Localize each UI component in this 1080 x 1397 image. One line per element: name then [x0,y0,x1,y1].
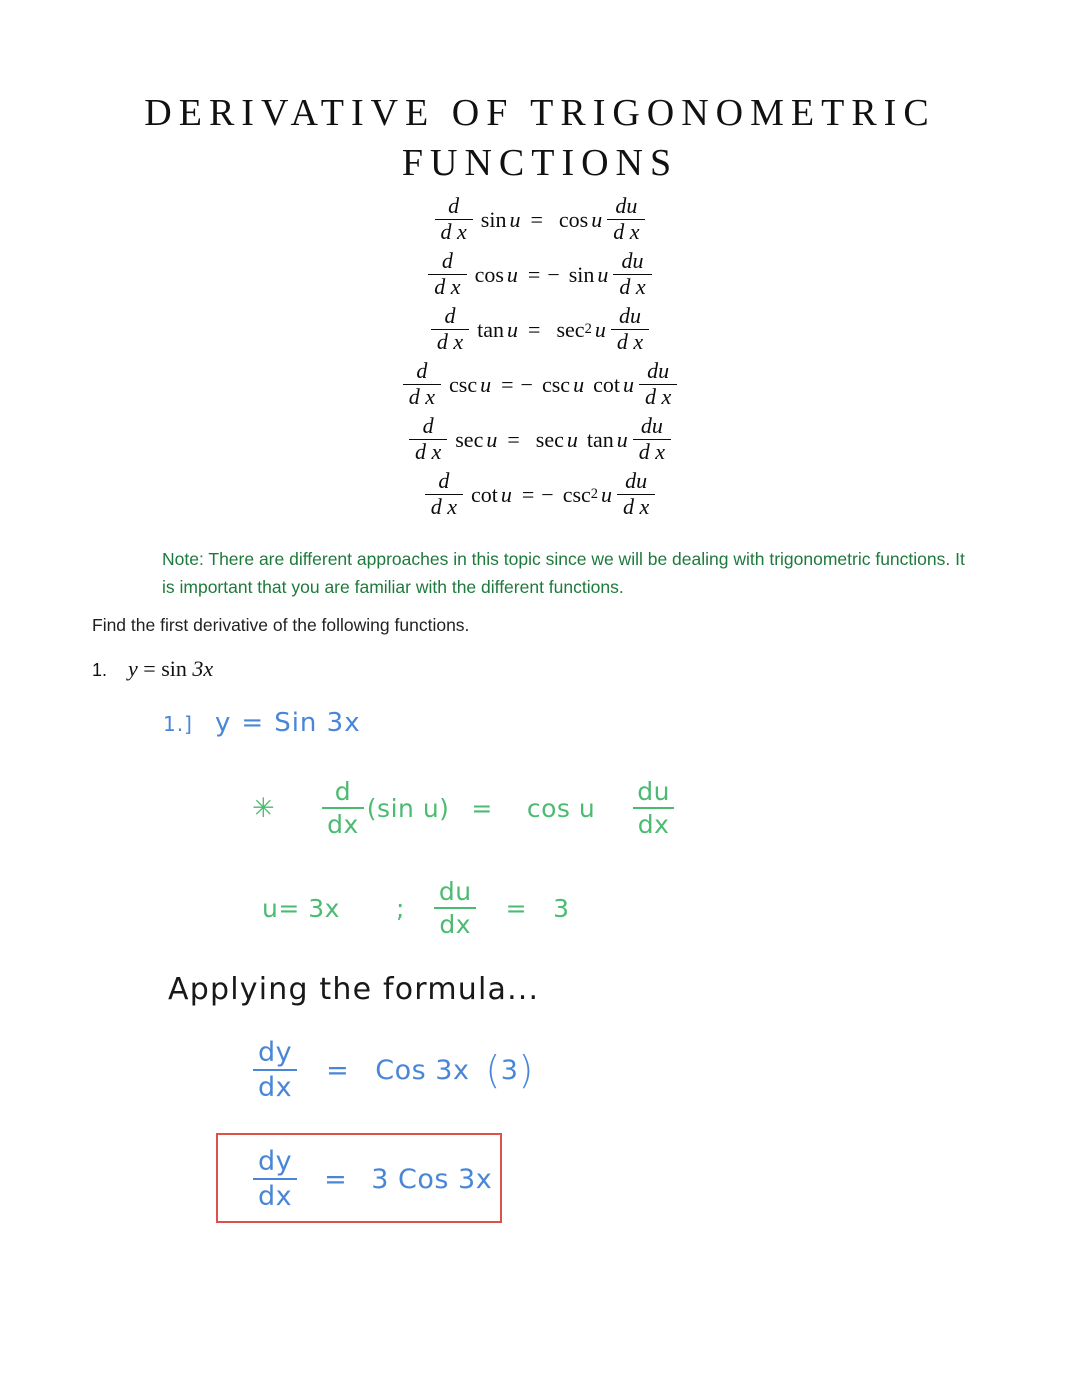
operator-denominator: d x [409,439,447,464]
du-dx-fraction [611,305,649,354]
rhs-function: csc [562,481,591,507]
problem-lhs: y [128,656,138,681]
du-numerator: du [647,358,670,384]
handwritten-semicolon: ; [395,893,405,923]
handwritten-applying-label: Applying the formula... [168,972,540,1007]
handwritten-result [250,1038,534,1102]
lhs-variable: u [500,481,512,507]
handwritten-paren-open: ( [485,1048,501,1093]
formula-block [0,192,1080,522]
operator-denominator: d x [431,329,469,354]
rhs-variable-2: u [622,371,634,397]
lhs-function: sin [480,206,507,232]
sign: − [547,261,560,287]
operator-numerator: d [448,193,460,219]
lhs-variable: u [509,206,521,232]
handwritten-rule-equals: = [471,793,493,823]
du-numerator: du [615,193,638,219]
lhs-function: tan [477,316,505,342]
handwritten-final-answer [250,1147,492,1211]
sign: − [541,481,554,507]
lhs-function: cot [470,481,498,507]
derivative-operator [431,305,469,354]
dx-denominator: d x [607,219,645,244]
derivative-operator [425,470,463,519]
lhs-function: csc [449,371,478,397]
handwritten-d-numerator: d [334,777,352,806]
rhs-function: sec [535,426,564,452]
rhs-variable-2: u [616,426,628,452]
equals-sign: = [501,371,514,397]
operator-numerator: d [441,248,453,274]
handwritten-paren-close: ) [518,1048,534,1093]
handwritten-result-equals: = [326,1054,350,1086]
handwritten-rule [252,778,678,838]
handwritten-dy-dx-answer [253,1147,297,1211]
formula-row [429,302,651,357]
equals-sign: = [528,316,541,342]
rhs-variable: u [597,261,609,287]
rhs-variable: u [566,426,578,452]
lhs-variable: u [507,316,519,342]
handwritten-result-rhs: Cos 3x [375,1054,470,1086]
operator-denominator: d x [428,274,466,299]
handwritten-rule-argument: (sin u) [366,793,450,823]
handwritten-substitution [262,878,569,938]
rhs-function: sin [568,261,595,287]
formula-row [433,192,648,247]
page-title-line-2: FUNCTIONS [401,142,679,185]
rhs-function: sec [556,316,585,342]
handwritten-sub-value: 3 [553,893,570,923]
handwritten-result-factor: 3 [500,1054,519,1086]
instruction-text: Find the first derivative of the following functions. [92,615,470,635]
handwritten-u-definition: u= 3x [262,893,340,923]
problem-number: 1. [92,660,108,680]
handwritten-dx-denominator-sub: dx [434,907,476,938]
du-numerator: du [618,303,641,329]
equals-sign: = [521,481,535,507]
handwritten-dx-denominator-result: dx [253,1069,297,1102]
du-numerator: du [621,248,644,274]
operator-numerator: d [422,413,434,439]
lhs-variable: u [486,426,498,452]
handwritten-d-dx [322,778,364,838]
rhs-exponent: 2 [590,486,599,502]
handwritten-dx-denominator-answer: dx [253,1178,297,1211]
problem-argument: 3x [192,656,214,681]
handwritten-du-numerator: du [637,777,670,806]
du-numerator: du [625,468,648,494]
handwritten-rhs: Sin 3x [274,708,361,738]
lhs-variable: u [480,371,492,397]
du-dx-fraction [639,360,677,409]
handwritten-dy-numerator-answer: dy [258,1146,293,1177]
derivative-operator [409,415,447,464]
formula-row [401,357,679,412]
dx-denominator: d x [613,274,651,299]
equals-sign: = [507,426,520,452]
derivative-operator [428,250,466,299]
lhs-function: sec [455,426,484,452]
handwritten-lhs: y [215,708,232,738]
handwritten-answer-rhs: 3 Cos 3x [371,1163,493,1195]
du-numerator: du [640,413,663,439]
note-text: Note: There are different approaches in this topic since we will be dealing with trigonometric functions. It is important that you are familiar with the different functions. [162,549,965,598]
rhs-exponent: 2 [584,321,592,337]
handwritten-rule-rhs: cos u [526,793,596,823]
asterisk-icon: ✳ [252,792,276,824]
rhs-variable: u [591,206,603,232]
operator-numerator: d [416,358,428,384]
du-dx-fraction [617,470,655,519]
derivative-operator [435,195,473,244]
page-title [0,88,1080,188]
lhs-function: cos [474,261,504,287]
equals-sign: = [527,261,541,287]
dx-denominator: d x [639,384,677,409]
operator-denominator: d x [425,494,463,519]
formula-row [407,412,673,467]
rhs-variable: u [573,371,585,397]
formula-row [423,467,658,522]
handwritten-restatement [163,708,361,738]
dx-denominator: d x [617,494,655,519]
operator-numerator: d [438,468,450,494]
problem-function: sin [161,656,187,681]
handwritten-sub-equals: = [505,893,528,923]
problem-equals: = [143,656,156,681]
handwritten-dx-denominator: dx [322,807,364,838]
handwritten-equals: = [241,708,265,738]
handwritten-dy-dx [253,1038,297,1102]
operator-denominator: d x [403,384,441,409]
page-title-line-1: DERIVATIVE OF TRIGONOMETRIC [144,92,936,134]
problem-item [92,656,213,682]
rhs-variable: u [594,316,606,342]
sign: − [520,371,533,397]
operator-numerator: d [444,303,456,329]
derivative-operator [403,360,441,409]
du-dx-fraction [633,415,671,464]
rhs-function-2: cot [593,371,620,397]
handwritten-du-numerator-sub: du [438,877,472,906]
handwritten-dy-numerator: dy [258,1037,293,1068]
rhs-function: cos [558,206,589,232]
lhs-variable: u [506,261,518,287]
handwritten-du-dx-sub [434,878,477,938]
formula-row [426,247,653,302]
dx-denominator: d x [633,439,671,464]
handwritten-du-dx [632,778,675,838]
handwritten-answer-equals: = [324,1163,348,1195]
du-dx-fraction [613,250,651,299]
handwritten-dx-denominator-2: dx [633,807,675,838]
rhs-variable: u [601,481,613,507]
dx-denominator: d x [611,329,649,354]
operator-denominator: d x [435,219,473,244]
rhs-function: csc [541,371,571,397]
handwritten-item-tag: 1.] [163,712,193,736]
rhs-function-2: tan [586,426,614,452]
equals-sign: = [530,206,543,232]
du-dx-fraction [607,195,645,244]
problem-equation [128,656,213,682]
